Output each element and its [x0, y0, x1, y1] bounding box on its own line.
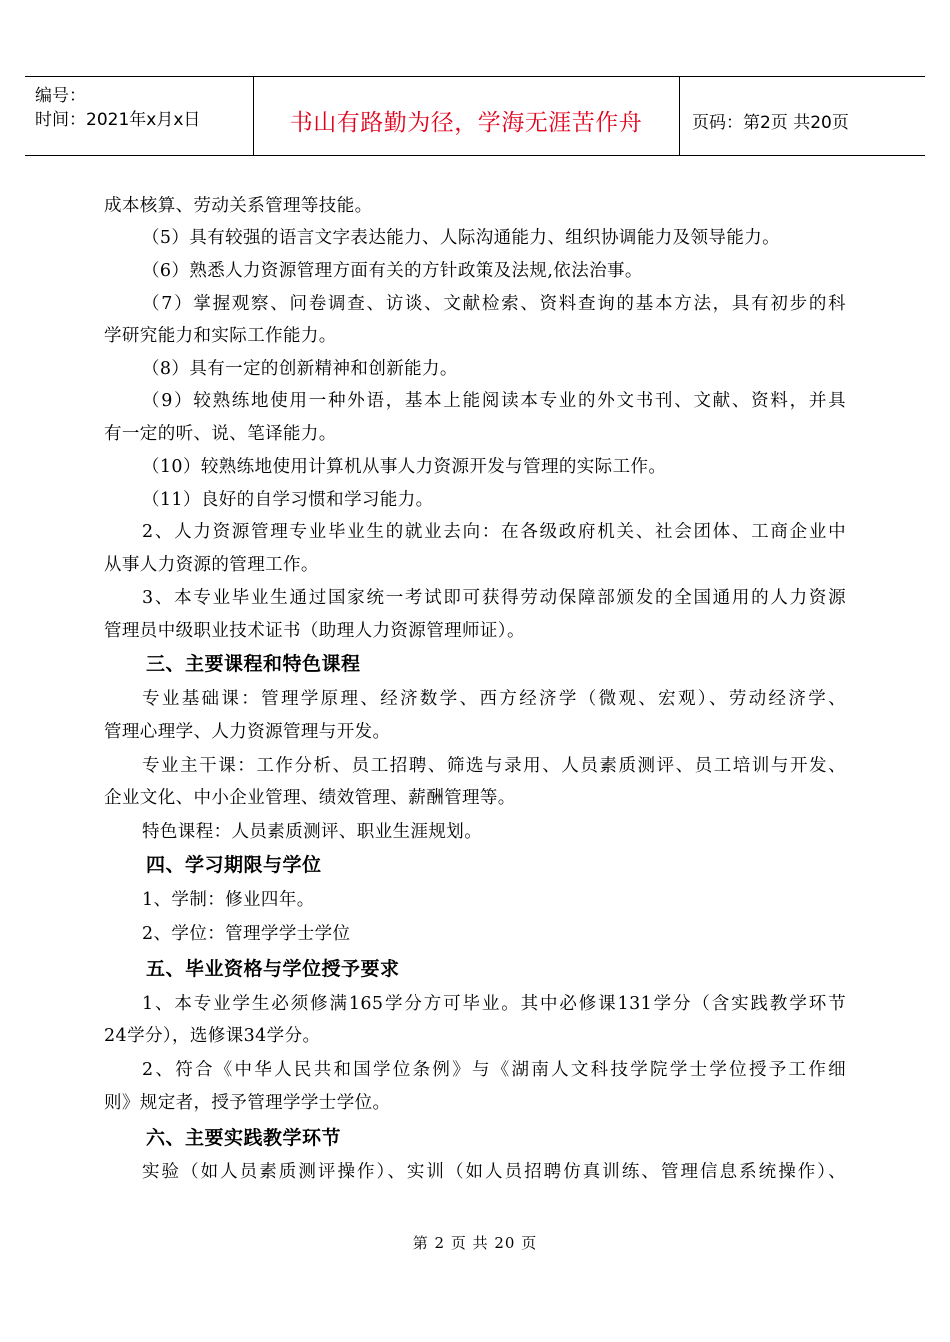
body-line: 企业文化、中小企业管理、绩效管理、薪酬管理等。 — [104, 788, 516, 808]
body-line: 专业主干课：工作分析、员工招聘、筛选与录用、人员素质测评、员工培训与开发、 — [142, 756, 846, 776]
header-page-cell — [680, 77, 925, 155]
section-heading: 三、主要课程和特色课程 — [146, 653, 361, 675]
document-header — [25, 76, 925, 156]
header-motto-cell — [253, 77, 680, 155]
body-line: （8）具有一定的创新精神和创新能力。 — [142, 359, 458, 379]
body-line: 管理员中级职业技术证书（助理人力资源管理师证）。 — [104, 621, 525, 641]
body-line: （9）较熟练地使用一种外语，基本上能阅读本专业的外文书刊、文献、资料，并具 — [142, 391, 846, 411]
body-line: （5）具有较强的语言文字表达能力、人际沟通能力、组织协调能力及领导能力。 — [142, 228, 781, 248]
body-line: 3、本专业毕业生通过国家统一考试即可获得劳动保障部颁发的全国通用的人力资源 — [142, 588, 846, 608]
section-heading: 四、学习期限与学位 — [146, 854, 322, 876]
section-heading: 五、毕业资格与学位授予要求 — [146, 958, 400, 980]
body-line: 成本核算、劳动关系管理等技能。 — [104, 196, 373, 216]
body-line: 2、学位：管理学学士学位 — [142, 924, 351, 944]
page-info: 页码：第2页 共20页 — [692, 113, 849, 133]
body-line: （7）掌握观察、问卷调查、访谈、文献检索、资料查询的基本方法，具有初步的科 — [142, 294, 846, 314]
body-line: 1、学制：修业四年。 — [142, 890, 315, 910]
body-line: 2、符合《中华人民共和国学位条例》与《湖南人文科技学院学士学位授予工作细 — [142, 1060, 846, 1080]
body-line: 特色课程：人员素质测评、职业生涯规划。 — [142, 822, 483, 842]
body-line: 24学分），选修课34学分。 — [104, 1026, 321, 1046]
body-line: 专业基础课：管理学原理、经济数学、西方经济学（微观、宏观）、劳动经济学、 — [142, 689, 846, 709]
serial-number-label: 编号： — [35, 86, 86, 106]
body-line: 有一定的听、说、笔译能力。 — [104, 424, 337, 444]
body-line: （10）较熟练地使用计算机从事人力资源开发与管理的实际工作。 — [142, 457, 667, 477]
header-meta-cell — [25, 77, 254, 155]
body-line: 从事人力资源的管理工作。 — [104, 555, 319, 575]
body-line: （6）熟悉人力资源管理方面有关的方针政策及法规,依法治事。 — [142, 261, 643, 281]
body-line: 实验（如人员素质测评操作）、实训（如人员招聘仿真训练、管理信息系统操作）、 — [142, 1162, 846, 1182]
body-line: 则》规定者，授予管理学学士学位。 — [104, 1093, 391, 1113]
body-line: （11）良好的自学习惯和学习能力。 — [142, 490, 434, 510]
body-line: 学研究能力和实际工作能力。 — [104, 326, 337, 346]
body-line: 2、人力资源管理专业毕业生的就业去向：在各级政府机关、社会团体、工商企业中 — [142, 522, 846, 542]
time-label: 时间：2021年x月x日 — [35, 110, 201, 130]
motto-text: 书山有路勤为径，学海无涯苦作舟 — [289, 110, 643, 136]
section-heading: 六、主要实践教学环节 — [146, 1127, 342, 1149]
page-footer: 第 2 页 共 20 页 — [412, 1234, 538, 1252]
body-line: 管理心理学、人力资源管理与开发。 — [104, 722, 391, 742]
body-line: 1、本专业学生必须修满165学分方可毕业。其中必修课131学分（含实践教学环节 — [142, 994, 846, 1014]
